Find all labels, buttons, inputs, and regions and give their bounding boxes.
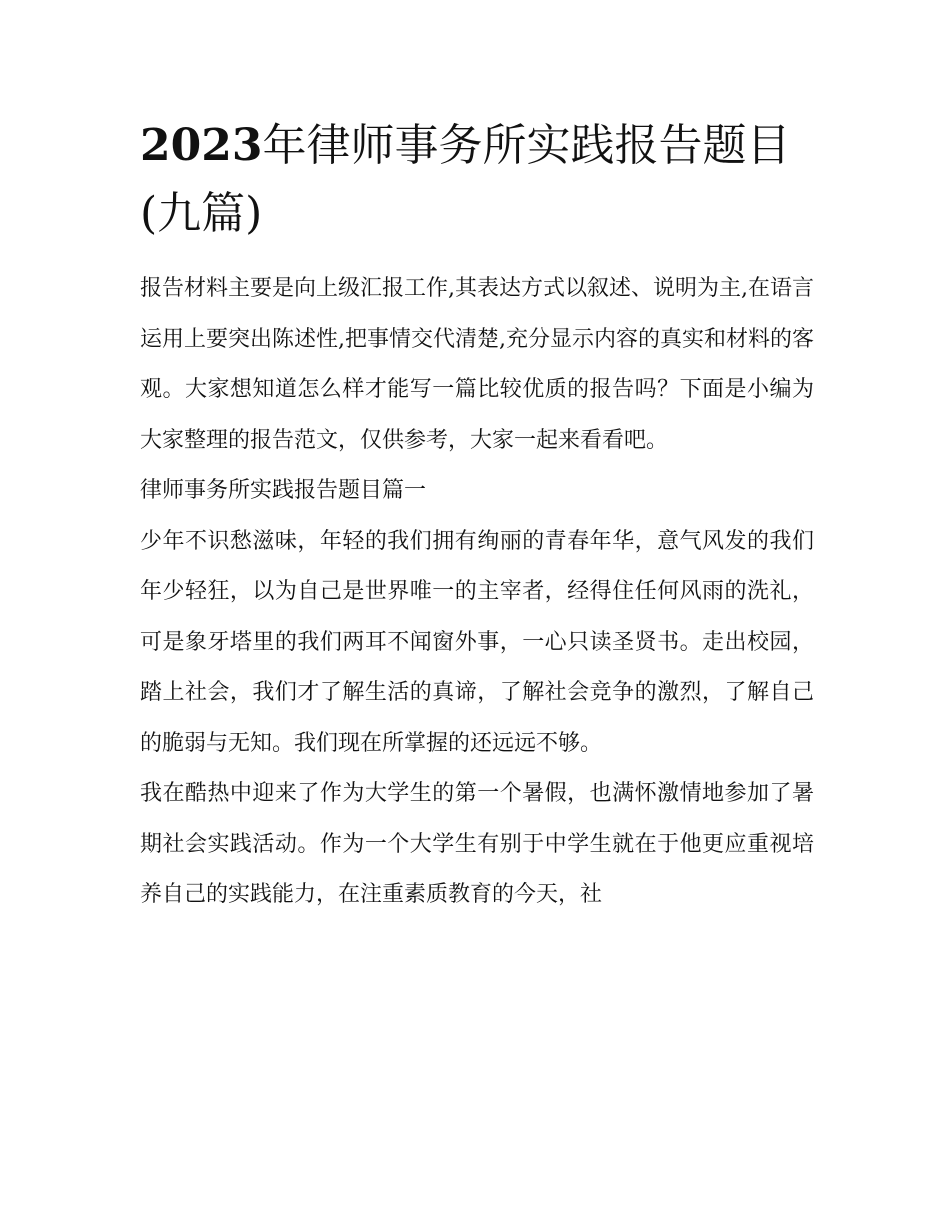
body-paragraph: 我在酷热中迎来了作为大学生的第一个暑假，也满怀激情地参加了暑期社会实践活动。作为一个大学生有别于中学生就在于他更应重视培养自己的实践能力，在注重素质教育的今天，社 <box>140 781 814 907</box>
title-text: 年律师事务所实践报告题目(九篇) <box>140 120 791 239</box>
document-content <box>140 112 814 921</box>
document-body <box>140 264 814 921</box>
section-heading: 律师事务所实践报告题目篇一 <box>140 478 427 503</box>
body-paragraph: 少年不识愁滋味，年轻的我们拥有绚丽的青春年华，意气风发的我们年少轻狂，以为自己是世界唯一的主宰者，经得住任何风雨的洗礼，可是象牙塔里的我们两耳不闻窗外事，一心只读圣贤书。走出校园，踏上社会，我们才了解生活的真谛，了解社会竞争的激烈，了解自己的脆弱与无知。我们现在所掌握的还远远不够。 <box>140 528 814 756</box>
intro-paragraph: 报告材料主要是向上级汇报工作,其表达方式以叙述、说明为主,在语言运用上要突出陈述性,把事情交代清楚,充分显示内容的真实和材料的客观。大家想知道怎么样才能写一篇比较优质的报告吗？下面是小编为大家整理的报告范文，仅供参考，大家一起来看看吧。 <box>140 276 814 453</box>
document-title <box>140 112 814 248</box>
title-year: 2023 <box>140 120 263 171</box>
